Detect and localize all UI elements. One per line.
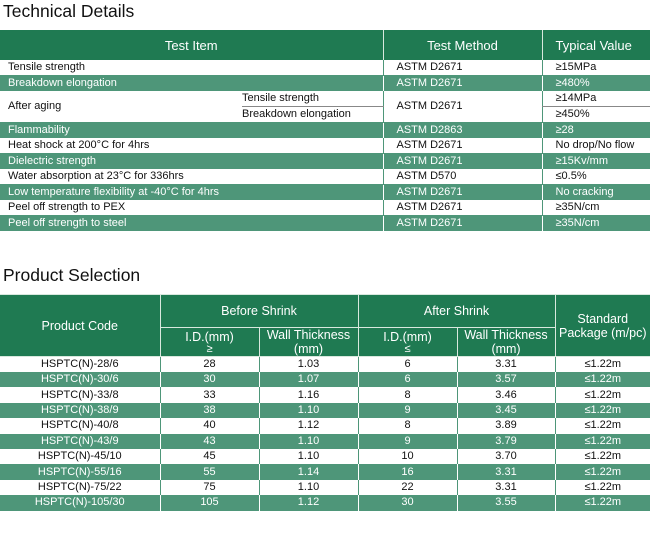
id-before-cell: 38 — [160, 403, 259, 418]
product-row — [0, 480, 650, 495]
product-code-cell: HSPTC(N)-43/9 — [0, 434, 160, 449]
product-row — [0, 434, 650, 449]
standard-package-cell: ≤1.22m — [555, 372, 650, 387]
id-after-cell: 9 — [358, 434, 457, 449]
test-item: Heat shock at 200°C for 4hrs — [0, 138, 383, 154]
typical-value: No cracking — [542, 185, 650, 201]
id-before-cell: 43 — [160, 434, 259, 449]
wall-before-cell: 1.14 — [259, 464, 358, 479]
wall-after-header: Wall Thickness (mm) — [457, 328, 555, 357]
id-before-cell: 45 — [160, 449, 259, 464]
product-selection-title: Product Selection — [3, 265, 141, 285]
product-code-cell: HSPTC(N)-38/9 — [0, 403, 160, 418]
standard-package-cell: ≤1.22m — [555, 387, 650, 402]
test-item: Dielectric strength — [0, 154, 383, 170]
wall-before-cell: 1.03 — [259, 357, 358, 373]
wall-after-cell: 3.31 — [457, 480, 555, 495]
id-before-cell: 40 — [160, 418, 259, 433]
tech-row — [0, 200, 650, 216]
product-row — [0, 418, 650, 433]
wall-after-cell: 3.31 — [457, 464, 555, 479]
id-before-label: I.D.(mm) — [185, 329, 234, 344]
after-shrink-header: After Shrink — [358, 295, 555, 328]
wall-before-header: Wall Thickness (mm) — [259, 328, 358, 357]
test-method: ASTM D2671 — [383, 216, 542, 232]
id-before-cell: 28 — [160, 357, 259, 373]
technical-details-table — [0, 30, 650, 231]
id-before-cell: 33 — [160, 387, 259, 402]
aging-sub-item: Breakdown elongation — [242, 107, 383, 123]
tech-row — [0, 185, 650, 201]
typical-value: ≥14MPa — [542, 91, 650, 107]
before-shrink-header: Before Shrink — [160, 295, 358, 328]
tech-row — [0, 123, 650, 139]
id-before-header — [160, 328, 259, 357]
test-method: ASTM D2671 — [383, 76, 542, 92]
product-row — [0, 357, 650, 373]
wall-before-cell: 1.12 — [259, 495, 358, 510]
test-method: ASTM D2671 — [383, 185, 542, 201]
typical-value-header: Typical Value — [542, 30, 650, 60]
typical-value: ≥450% — [542, 107, 650, 123]
id-before-cell: 55 — [160, 464, 259, 479]
product-code-cell: HSPTC(N)-28/6 — [0, 357, 160, 373]
test-item: Peel off strength to steel — [0, 216, 383, 232]
test-method: ASTM D2671 — [383, 154, 542, 170]
tech-row — [0, 76, 650, 92]
standard-package-cell: ≤1.22m — [555, 403, 650, 418]
product-code-header: Product Code — [0, 295, 160, 357]
id-before-cell: 105 — [160, 495, 259, 510]
less-equal-symbol: ≤ — [404, 342, 411, 355]
product-code-cell: HSPTC(N)-30/6 — [0, 372, 160, 387]
typical-value: ≥480% — [542, 76, 650, 92]
product-row — [0, 495, 650, 510]
standard-package-header: Standard Package (m/pc) — [555, 295, 650, 357]
product-rows — [0, 357, 650, 511]
test-method: ASTM D2863 — [383, 123, 542, 139]
test-method: ASTM D2671 — [383, 138, 542, 154]
test-method: ASTM D2671 — [383, 60, 542, 76]
standard-package-cell: ≤1.22m — [555, 464, 650, 479]
product-selection-table — [0, 294, 650, 511]
standard-package-cell: ≤1.22m — [555, 357, 650, 373]
id-after-cell: 30 — [358, 495, 457, 510]
standard-package-cell: ≤1.22m — [555, 480, 650, 495]
test-method-header: Test Method — [383, 30, 542, 60]
id-after-cell: 10 — [358, 449, 457, 464]
id-after-label: I.D.(mm) — [383, 329, 432, 344]
wall-before-cell: 1.10 — [259, 403, 358, 418]
wall-after-cell: 3.57 — [457, 372, 555, 387]
wall-after-cell: 3.46 — [457, 387, 555, 402]
typical-value: ≥35N/cm — [542, 200, 650, 216]
wall-before-cell: 1.10 — [259, 434, 358, 449]
product-row — [0, 387, 650, 402]
tech-row — [0, 154, 650, 170]
product-row — [0, 464, 650, 479]
id-after-cell: 6 — [358, 372, 457, 387]
test-method: ASTM D2671 — [383, 91, 542, 123]
technical-details-title: Technical Details — [3, 1, 135, 21]
product-header-row — [0, 295, 650, 328]
id-after-cell: 8 — [358, 418, 457, 433]
typical-value: ≤0.5% — [542, 169, 650, 185]
test-method: ASTM D570 — [383, 169, 542, 185]
wall-after-cell: 3.70 — [457, 449, 555, 464]
typical-value: ≥28 — [542, 123, 650, 139]
wall-before-cell: 1.12 — [259, 418, 358, 433]
test-item: Breakdown elongation — [0, 76, 383, 92]
standard-package-cell: ≤1.22m — [555, 418, 650, 433]
wall-after-cell: 3.79 — [457, 434, 555, 449]
id-before-cell: 75 — [160, 480, 259, 495]
test-item: After aging — [0, 91, 242, 123]
wall-before-cell: 1.10 — [259, 449, 358, 464]
product-code-cell: HSPTC(N)-55/16 — [0, 464, 160, 479]
wall-after-cell: 3.45 — [457, 403, 555, 418]
test-item: Tensile strength — [0, 60, 383, 76]
typical-value: No drop/No flow — [542, 138, 650, 154]
product-row — [0, 449, 650, 464]
id-after-cell: 22 — [358, 480, 457, 495]
id-after-header — [358, 328, 457, 357]
tech-row — [0, 60, 650, 76]
id-after-cell: 6 — [358, 357, 457, 373]
tech-header-row — [0, 30, 650, 60]
tech-row — [0, 216, 650, 232]
wall-after-cell: 3.89 — [457, 418, 555, 433]
product-code-cell: HSPTC(N)-40/8 — [0, 418, 160, 433]
product-row — [0, 403, 650, 418]
test-item: Low temperature flexibility at -40°C for 4hrs — [0, 185, 383, 201]
typical-value: ≥15Kv/mm — [542, 154, 650, 170]
id-after-cell: 8 — [358, 387, 457, 402]
wall-before-cell: 1.10 — [259, 480, 358, 495]
product-code-cell: HSPTC(N)-75/22 — [0, 480, 160, 495]
id-before-cell: 30 — [160, 372, 259, 387]
standard-package-cell: ≤1.22m — [555, 495, 650, 510]
test-item: Peel off strength to PEX — [0, 200, 383, 216]
wall-before-cell: 1.07 — [259, 372, 358, 387]
greater-equal-symbol: ≥ — [206, 342, 213, 355]
product-code-cell: HSPTC(N)-33/8 — [0, 387, 160, 402]
wall-after-cell: 3.31 — [457, 357, 555, 373]
aging-sub-item: Tensile strength — [242, 91, 383, 107]
tech-row-aging — [0, 91, 650, 107]
standard-package-cell: ≤1.22m — [555, 449, 650, 464]
typical-value: ≥15MPa — [542, 60, 650, 76]
product-code-cell: HSPTC(N)-45/10 — [0, 449, 160, 464]
wall-after-cell: 3.55 — [457, 495, 555, 510]
test-method: ASTM D2671 — [383, 200, 542, 216]
product-code-cell: HSPTC(N)-105/30 — [0, 495, 160, 510]
test-item-header: Test Item — [0, 30, 383, 60]
standard-package-cell: ≤1.22m — [555, 434, 650, 449]
typical-value: ≥35N/cm — [542, 216, 650, 232]
tech-row — [0, 169, 650, 185]
tech-row — [0, 138, 650, 154]
id-after-cell: 16 — [358, 464, 457, 479]
id-after-cell: 9 — [358, 403, 457, 418]
product-row — [0, 372, 650, 387]
test-item: Flammability — [0, 123, 383, 139]
wall-before-cell: 1.16 — [259, 387, 358, 402]
test-item: Water absorption at 23°C for 336hrs — [0, 169, 383, 185]
